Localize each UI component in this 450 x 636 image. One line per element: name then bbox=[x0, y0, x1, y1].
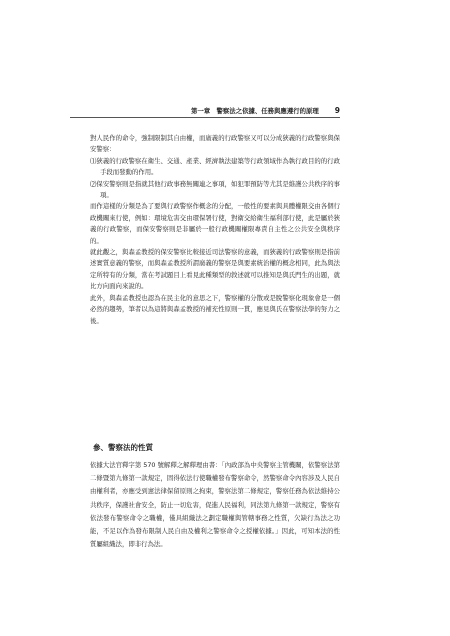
paragraph: 依據大法官釋字第 570 號解釋之解釋理由書：「內政部為中央警察主管機關，依警察法第二條暨第九條第一款規定，固得依法行使職權發布警察命令，然警察命令內容涉及人民自由權利者，亦應受到憲法律保留原則之拘束，警察法第二條規定，警察任務為依法維持公共秩序，保護社會安全，防止一切危害，促進人民福利，同法第九條第一款規定，警察有依法發布警察命令之職權，僅具組織法之劃定職權與管轄事務之性質，欠缺行為法之功能，不足以作為發布限制人民自由及權利之警察命令之授權依據。」因此，可知本法的性質屬組織法，即非行為法。 bbox=[90, 461, 340, 549]
running-header bbox=[70, 103, 340, 118]
list-item: ⑴狹義的行政警察在衛生、交通、產業、經濟執法建築等行政領域作為執行政目的的行政手段而發動的作用。 bbox=[90, 156, 340, 177]
section-body bbox=[90, 459, 340, 551]
section-heading: 參、警察法的性質 bbox=[93, 443, 153, 452]
paragraph: 對人民作的命令，強制限制其自由權，而廣義的行政警察又可以分成狹義的行政警察與保安警察： bbox=[90, 134, 340, 154]
list-item: ⑵保安警察則是指就其他行政事務無關連之事項，如犯罪預防等尤其是維護公共秩序的事項。 bbox=[90, 179, 340, 200]
body-text bbox=[90, 133, 340, 327]
paragraph: 此外，與森孟教授也認為在民主化的意思之下，警察權的分散或是脫警察化現象會是一個必然的趨勢，筆者以為這將與森孟教授的補充性原則一貫，應見與氏在警察法學的努力之後。 bbox=[90, 293, 340, 325]
chapter-title: 第一章 警察法之依據、任務與應遵行的原理 bbox=[190, 106, 319, 115]
page-number: 9 bbox=[334, 105, 340, 115]
paragraph: 就此觀之，與森孟教授的保安警察比較接近司法警察的意義，而狹義的行政警察則是指前述實質意義的警察，而與森孟教授所謂廣義的警察是與要素統治權的概念相同，此為與法定所特有的分類，當在考試題目上看見此種類型的敘述就可以推知是與氏門生的出題，就比方向面向來說的。 bbox=[90, 248, 340, 291]
paragraph: 而作這樣的分類是為了要與行政警察作概念的分配，一般性的要素與具體權限交由各個行政機關來行使，例如：環境危害交由環保署行使，對衛交給衛生福利部行使，此是屬於狹義的行政警察，而保安警察則是非屬於一般行政機關權限專責自主性之公共安全與秩序的。 bbox=[90, 202, 340, 245]
